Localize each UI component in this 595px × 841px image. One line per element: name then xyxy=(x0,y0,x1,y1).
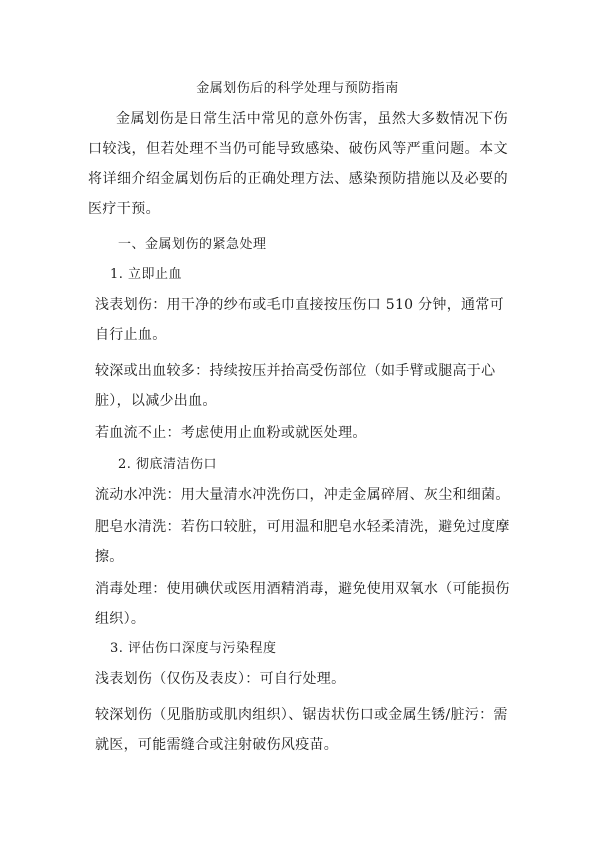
section-heading-emergency: 一、金属划伤的紧急处理 xyxy=(118,237,267,252)
list-item: 若血流不止：考虑使用止血粉或就医处理。 xyxy=(95,425,367,441)
subsection-heading-assess-wound: 3. 评估伤口深度与污染程度 xyxy=(110,641,277,656)
list-item: 流动水冲洗：用大量清水冲洗伤口，冲走金属碎屑、灰尘和细菌。 xyxy=(95,487,510,503)
list-item: 较深或出血较多：持续按压并抬高受伤部位（如手臂或腿高于心脏），以减少出血。 xyxy=(95,363,496,409)
list-item: 浅表划伤：用干净的纱布或毛巾直接按压伤口 510 分钟，通常可自行止血。 xyxy=(95,297,504,343)
subsection-heading-stop-bleeding: 1. 立即止血 xyxy=(110,267,183,282)
document-title: 金属划伤后的科学处理与预防指南 xyxy=(196,81,399,96)
list-item: 消毒处理：使用碘伏或医用酒精消毒，避免使用双氧水（可能损伤组织）。 xyxy=(95,581,510,627)
list-item: 较深划伤（见脂肪或肌肉组织）、锯齿状伤口或金属生锈/脏污：需就医，可能需缝合或注射破伤风疫苗。 xyxy=(95,707,508,753)
list-item: 浅表划伤（仅伤及表皮）：可自行处理。 xyxy=(95,671,346,687)
intro-paragraph: 金属划伤是日常生活中常见的意外伤害，虽然大多数情况下伤口较浅，但若处理不当仍可能导致感染、破伤风等严重问题。本文将详细介绍金属划伤后的正确处理方法、感染预防措施以及必要的医疗干预。 xyxy=(88,111,508,217)
list-item: 肥皂水清洗：若伤口较脏，可用温和肥皂水轻柔清洗，避免过度摩擦。 xyxy=(95,519,510,565)
subsection-heading-clean-wound: 2. 彻底清洁伤口 xyxy=(118,457,218,472)
